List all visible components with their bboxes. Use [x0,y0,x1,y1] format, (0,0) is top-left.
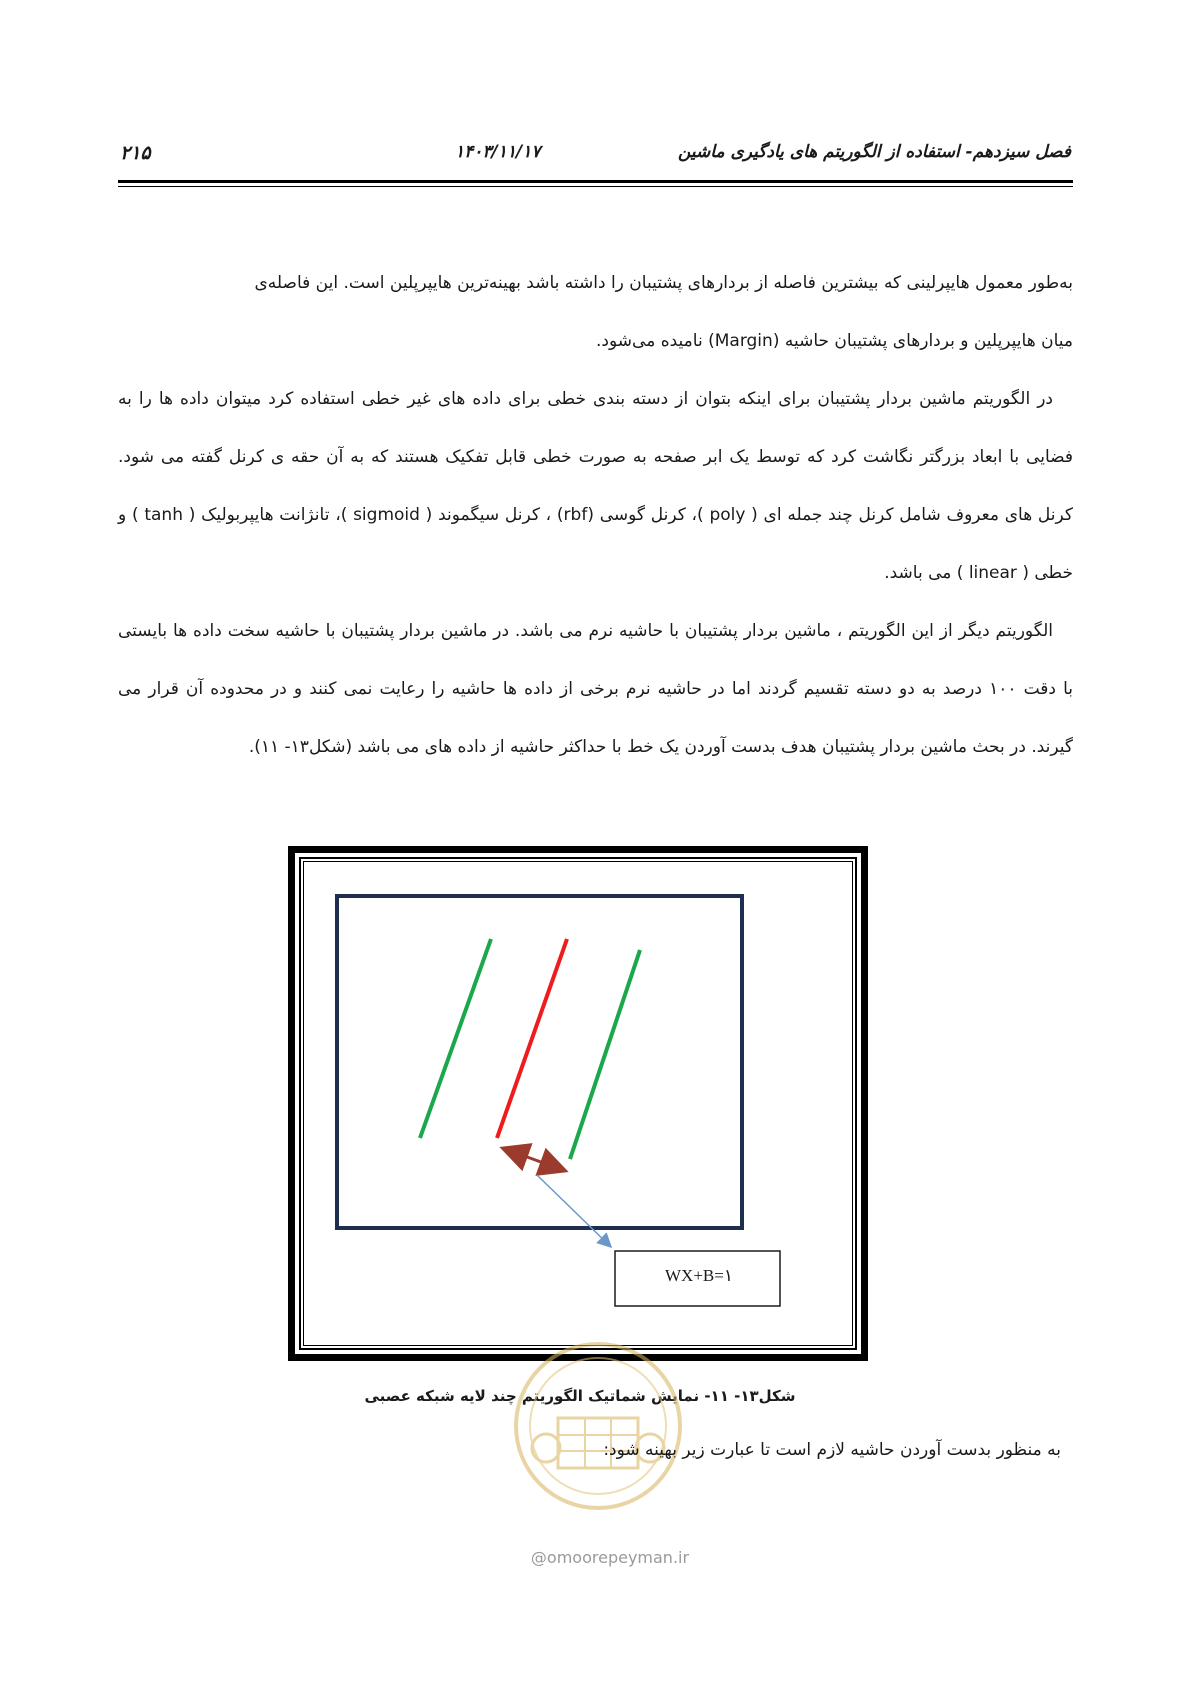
header-rule-thin [118,186,1073,187]
figure-caption: شکل۱۳- ۱۱- نمایش شماتیک الگوریتم چند لایه شبکه عصبی [364,1387,796,1405]
paragraph-2: در الگوریتم ماشین بردار پشتیبان برای اینکه بتوان از دسته بندی خطی برای داده های غیر خطی استفاده کرد میتوان داده ها را به فضایی با ابعاد بزرگتر نگاشت کرد که توسط یک ابر صفحه به صورت خطی قابل تفکیک هستند که به آن حقه ی کرنل گفته می شود. کرنل های معروف شامل کرنل چند جمله ای ( poly )، کرنل گوسی (rbf) ، کرنل سیگموند ( sigmoid )، تانژانت هایپربولیک ( tanh ) و خطی ( linear ) می باشد. [118,389,1073,583]
paragraph-1-line-2: میان هایپرپلین و بردارهای پشتیبان حاشیه (Margin) نامیده می‌شود. [596,331,1073,351]
margin-width-arrow [505,1149,563,1170]
closing-line: به منظور بدست آوردن حاشیه لازم است تا عبارت زیر بهینه شود: [603,1440,1061,1460]
header-rule-thick [118,180,1073,183]
header-date: ۱۴۰۳/۱۱/۱۷ [455,142,541,162]
watermark-gear-left [532,1434,560,1462]
svm-diagram [295,853,861,1354]
paragraph-1 [118,254,1073,776]
chapter-title: فصل سیزدهم- استفاده از الگوریتم های یادگیری ماشین [677,142,1071,162]
watermark-url: @omoorepeyman.ir [530,1548,690,1567]
paragraph-3: الگوریتم دیگر از این الگوریتم ، ماشین بردار پشتیبان با حاشیه نرم می باشد. در ماشین بردار پشتیبان با حاشیه سخت داده ها بایستی با دقت ۱۰۰ درصد به دو دسته تقسیم گردند اما در حاشیه نرم برخی از داده ها حاشیه را رعایت نمی کنند و در محدوده آن قرار می گیرند. در بحث ماشین بردار پشتیبان هدف بدست آوردن یک خط با حداکثر حاشیه از داده های می باشد (شکل۱۳- ۱۱). [118,621,1074,757]
page-number: ۲۱۵ [120,142,151,164]
watermark-inner-ring [530,1358,666,1494]
page-header [120,138,1071,178]
watermark-logo [498,1338,698,1513]
watermark-ring [516,1344,680,1508]
equation-label: WX+B=۱ [665,1266,733,1285]
margin-line-left [420,939,491,1138]
hyperplane-line [497,939,567,1138]
margin-line-right [570,950,640,1159]
figure-frame [288,846,868,1361]
pointer-arrow [537,1175,610,1246]
paragraph-1-line-1: به‌طور معمول هایپرلینی که بیشترین فاصله از بردارهای پشتیبان را داشته باشد بهینه‌ترین هایپرپلین است. این فاصله‌ی [254,273,1073,293]
